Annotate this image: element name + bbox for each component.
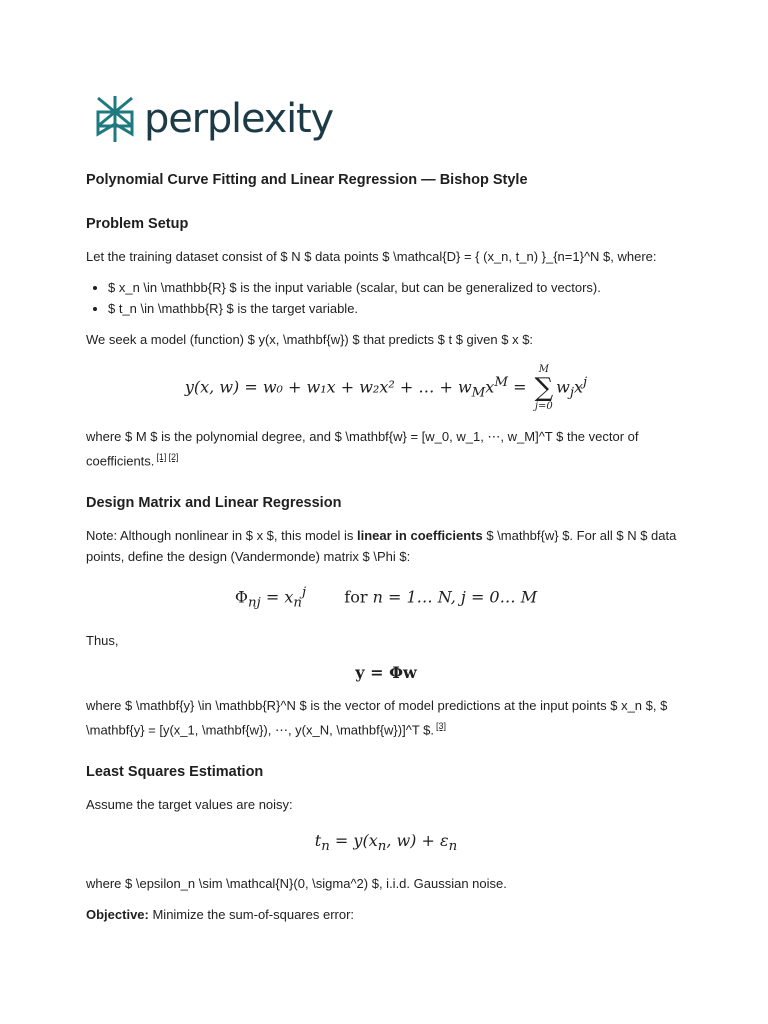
objective-text: Objective: Minimize the sum-of-squares error: bbox=[86, 907, 355, 923]
citation-link[interactable]: [1] bbox=[156, 452, 167, 462]
design-matrix-equation: $\Phi_{nj} = x_n^j$ for n = 1… N, j = 0… M bbox=[234, 585, 538, 611]
vector-equation: y = Φw bbox=[355, 662, 417, 682]
list-item: • $ t_n \in \mathbb{R} $ is the target variable. bbox=[108, 298, 686, 319]
setup-model-text: We seek a model (function) $ y(x, \mathbf{w}) $ that predicts $ t $ given $ x $: bbox=[86, 332, 534, 347]
lse-after-text: where $ \epsilon_n \sim \mathcal{N}(0, \sigma^2) $, i.i.d. Gaussian noise. bbox=[86, 876, 507, 892]
noise-equation: $t_n = y(x_n$, $w) + \varepsilon_n$ bbox=[314, 831, 458, 855]
list-item: • $ x_n \in \mathbb{R} $ is the input variable (scalar, but can be generalized to vectors). bbox=[108, 277, 686, 298]
design-note-text: Note: Although nonlinear in $ x $, this model is linear in coefficients $ \mathbf{w} $. For all $ N $ data points, define the design (Vandermonde) matrix $ \Phi $: bbox=[86, 528, 677, 565]
heading-least-squares: Least Squares Estimation bbox=[86, 764, 264, 781]
setup-intro-text: Let the training dataset consist of $ N $ data points $ \mathcal{D} = { (x_n, t_n) }_{n=1}^N $, where: bbox=[86, 249, 657, 264]
perplexity-mark-icon bbox=[94, 94, 136, 144]
heading-problem-setup: Problem Setup bbox=[86, 216, 189, 232]
citation-link[interactable]: [3] bbox=[435, 720, 446, 731]
document-body bbox=[86, 168, 686, 925]
brand-wordmark: perplexity bbox=[144, 96, 333, 142]
document-title: Polynomial Curve Fitting and Linear Regression — Bishop Style bbox=[86, 172, 528, 188]
setup-after-equation: where $ M $ is the polynomial degree, and $ \mathbf{w} = [w_0, w_1, ⋯, w_M]^T $ the vector of coefficients. [1] [2] bbox=[86, 429, 639, 469]
thus-text: Thus, bbox=[86, 632, 119, 648]
polynomial-equation: y(x, w) = w₀ + w₁x + w₂x² + … + $w_Mx^M$ = M ∑ j=0 $w_jx^j$ bbox=[184, 364, 588, 412]
perplexity-logo bbox=[94, 94, 333, 144]
lse-assume-text: Assume the target values are noisy: bbox=[86, 797, 293, 813]
design-after-text: where $ \mathbf{y} \in \mathbb{R}^N $ is the vector of model predictions at the input points $ x_n $, $ \mathbf{y} = [y(x_1, \mathbf{w}), ⋯, y(x_N, \mathbf{w})]^T $. [3] bbox=[86, 697, 668, 738]
setup-bullet-list bbox=[86, 277, 686, 319]
citation-link[interactable]: [2] bbox=[168, 452, 179, 462]
heading-design-matrix: Design Matrix and Linear Regression bbox=[86, 495, 342, 512]
summation-symbol: M ∑ j=0 bbox=[534, 364, 554, 412]
